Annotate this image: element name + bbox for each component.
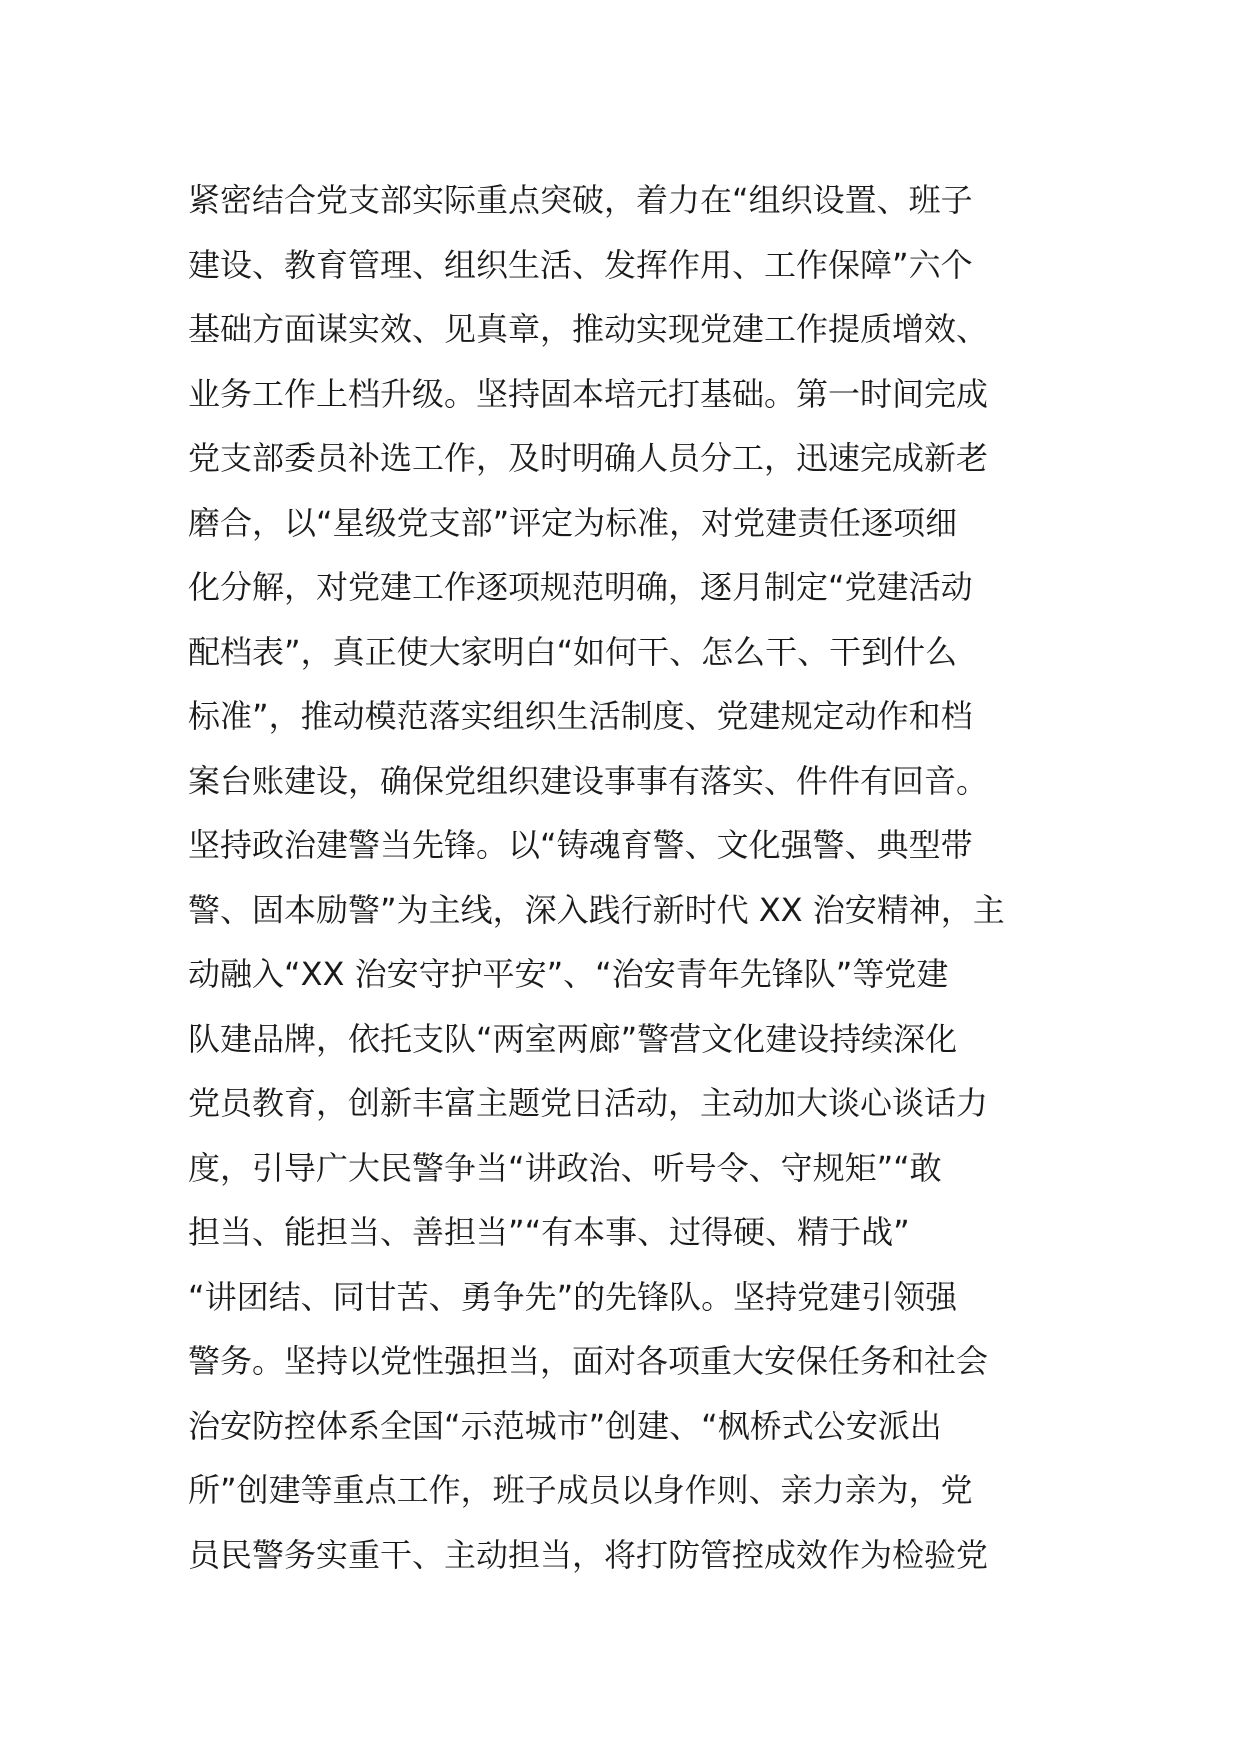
text-line: 磨合，以“星级党支部”评定为标准，对党建责任逐项细 [188, 503, 958, 542]
body-paragraph [188, 168, 1058, 1587]
text-line: 担当、能担当、善担当”“有本事、过得硬、精于战” [188, 1213, 910, 1251]
text-line: 建设、教育管理、组织生活、发挥作用、工作保障”六个 [188, 245, 973, 284]
text-line: 坚持政治建警当先锋。以“铸魂育警、文化强警、典型带 [188, 826, 973, 864]
text-line: 业务工作上档升级。坚持固本培元打基础。第一时间完成 [188, 374, 989, 413]
text-line: 化分解，对党建工作逐项规范明确，逐月制定“党建活动 [188, 568, 973, 606]
text-line: 紧密结合党支部实际重点突破，着力在“组织设置、班子 [188, 181, 973, 219]
text-line: 基础方面谋实效、见真章，推动实现党建工作提质增效、 [188, 310, 989, 348]
text-line: 标准”，推动模范落实组织生活制度、党建规定动作和档 [188, 697, 973, 735]
text-line: 所”创建等重点工作，班子成员以身作则、亲力亲为，党 [188, 1471, 973, 1509]
text-line: 警、固本励警”为主线，深入践行新时代 XX 治安精神，主 [188, 890, 1005, 929]
text-line: 动融入“XX 治安守护平安”、“治安青年先锋队”等党建 [188, 955, 949, 993]
text-line: 度，引导广大民警争当“讲政治、听号令、守规矩”“敢 [188, 1148, 942, 1187]
text-line: 队建品牌，依托支队“两室两廊”警营文化建设持续深化 [188, 1019, 958, 1058]
text-line: 员民警务实重干、主动担当，将打防管控成效作为检验党 [188, 1535, 989, 1574]
text-line: 党支部委员补选工作，及时明确人员分工，迅速完成新老 [188, 439, 989, 477]
text-line: 党员教育，创新丰富主题党日活动，主动加大谈心谈话力 [188, 1084, 989, 1122]
text-line: “讲团结、同甘苦、勇争先”的先锋队。坚持党建引领强 [188, 1277, 958, 1316]
text-line: 警务。坚持以党性强担当，面对各项重大安保任务和社会 [188, 1342, 989, 1380]
text-line: 案台账建设，确保党组织建设事事有落实、件件有回音。 [188, 761, 989, 800]
text-line: 治安防控体系全国“示范城市”创建、“枫桥式公安派出 [188, 1406, 942, 1445]
text-line: 配档表”，真正使大家明白“如何干、怎么干、干到什么 [188, 632, 958, 671]
